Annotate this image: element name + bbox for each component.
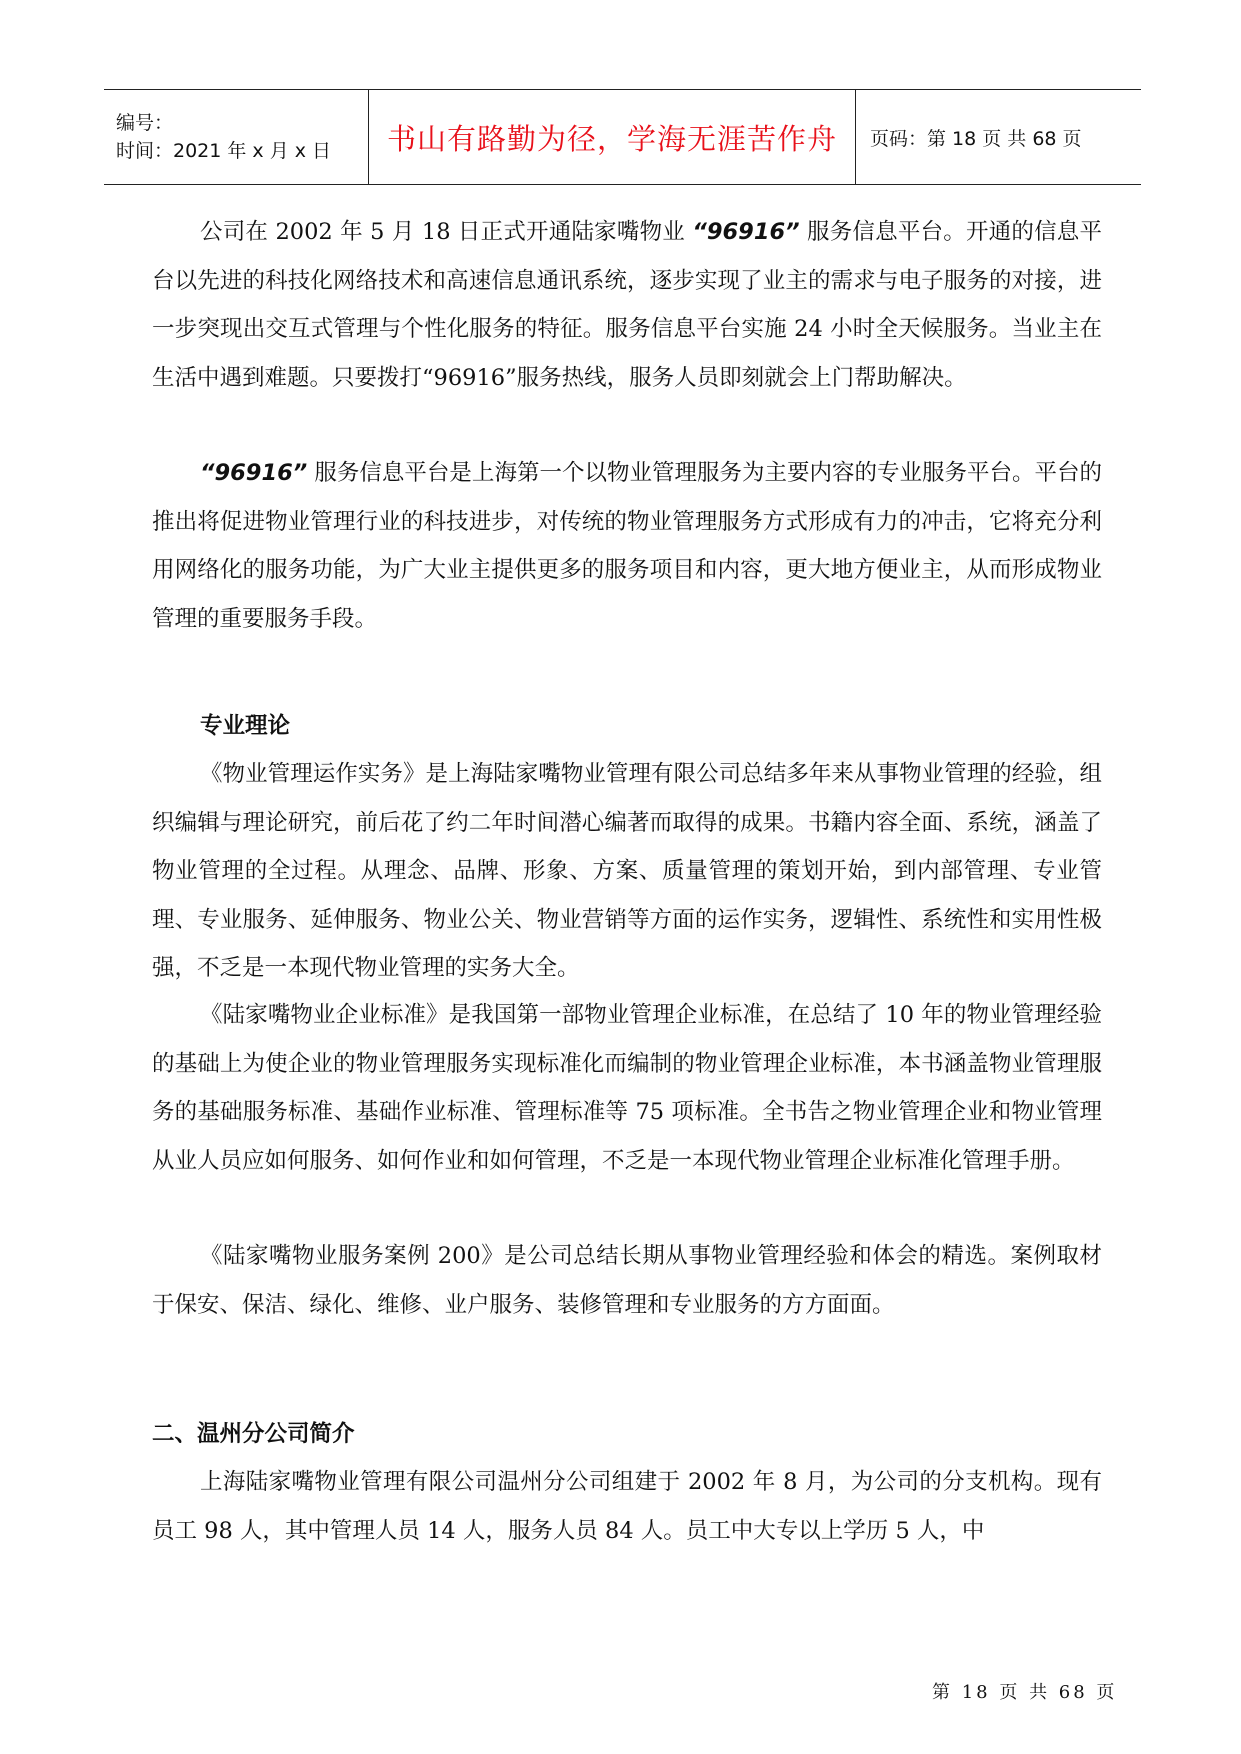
paragraph-book-operations: 《物业管理运作实务》是上海陆家嘴物业管理有限公司总结多年来从事物业管理的经验，组织编辑与理论研究，前后花了约二年时间潜心编著而取得的成果。书籍内容全面、系统，涵盖了物业管理的全过程。从理念、品牌、形象、方案、质量管理的策划开始，到内部管理、专业管理、专业服务、延伸服务、物业公关、物业营销等方面的运作实务，逻辑性、系统性和实用性极强，不乏是一本现代物业管理的实务大全。 [152,761,1102,981]
paragraph-wenzhou-intro: 上海陆家嘴物业管理有限公司温州分公司组建于 2002 年 8 月，为公司的分支机构。现有员工 98 人，其中管理人员 14 人，服务人员 84 人。员工中大专以上学历 5 人，中 [152,1469,1102,1544]
heading-wenzhou-branch: 二、温州分公司简介 [152,1421,355,1447]
page-header [104,89,1141,185]
header-page-info-cell [856,90,1141,184]
header-meta [104,90,368,184]
p1-hotline-emphasis: “96916” [692,219,800,245]
p2-post: 服务信息平台是上海第一个以物业管理服务为主要内容的专业服务平台。平台的推出将促进物业管理行业的科技进步，对传统的物业管理服务方式形成有力的冲击，它将充分利用网络化的服务功能，为广大业主提供更多的服务项目和内容，更大地方便业主，从而形成物业管理的重要服务手段。 [152,460,1102,632]
document-body [152,208,1102,1555]
header-page-info: 页码：第 18 页 共 68 页 [870,127,1082,150]
paragraph-book-standards: 《陆家嘴物业企业标准》是我国第一部物业管理企业标准，在总结了 10 年的物业管理经验的基础上为使企业的物业管理服务实现标准化而编制的物业管理企业标准，本书涵盖物业管理服务的基础服务标准、基础作业标准、管理标准等 75 项标准。全书告之物业管理企业和物业管理从业人员应如何服务、如何作业和如何管理，不乏是一本现代物业管理企业标准化管理手册。 [152,1002,1102,1174]
header-motto: 书山有路勤为径，学海无涯苦作舟 [386,121,837,156]
paragraph-platform-launch [152,208,1102,449]
p1-post: 服务信息平台。开通的信息平台以先进的科技化网络技术和高速信息通讯系统，逐步实现了业主的需求与电子服务的对接，进一步突现出交互式管理与个性化服务的特征。服务信息平台实施 24 小时全天候服务。当业主在生活中遇到难题。只要拨打“96916”服务热线，服务人员即刻就会上门帮助解决。 [152,219,1102,391]
p1-pre: 公司在 2002 年 5 月 18 日正式开通陆家嘴物业 [200,219,693,245]
time-label: 时间：2021 年 x 月 x 日 [116,140,332,162]
p2-hotline-emphasis: “96916” [200,460,308,486]
paragraph-platform-significance [152,449,1102,643]
number-label: 编号： [116,112,174,134]
paragraph-book-cases: 《陆家嘴物业服务案例 200》是公司总结长期从事物业管理经验和体会的精选。案例取材于保安、保洁、绿化、维修、业户服务、装修管理和专业服务的方方面面。 [152,1243,1102,1318]
page-footer: 第 18 页 共 68 页 [932,1682,1118,1703]
heading-professional-theory: 专业理论 [200,713,291,739]
header-motto-cell [368,90,856,184]
